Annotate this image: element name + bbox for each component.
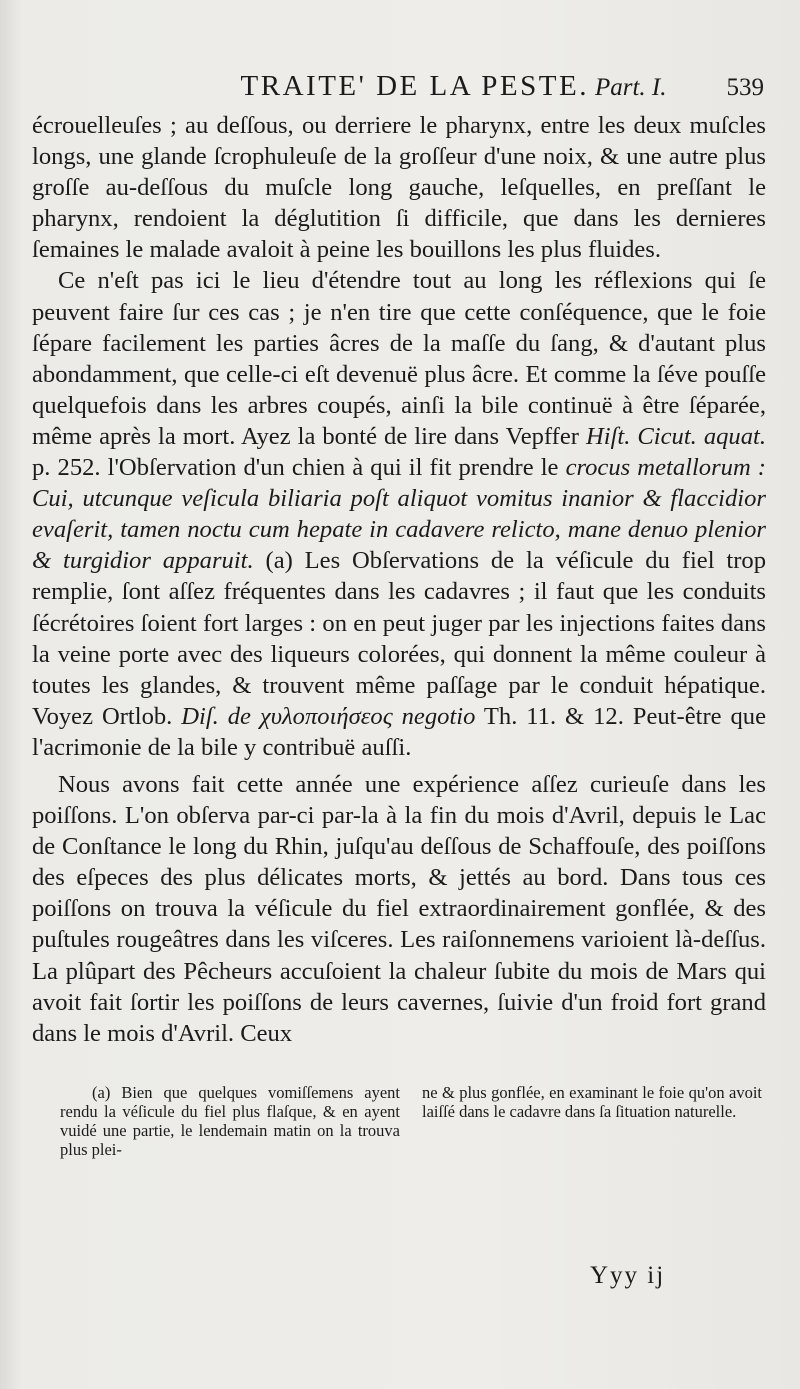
page-number: 539 <box>726 74 764 101</box>
paragraph <box>32 265 766 763</box>
main-text <box>32 110 766 1049</box>
text-run: (a) Les Obſervations de la véſicule du fiel trop remplie, ſont aſſez fréquentes dans les cadavres ; il faut que les conduits ſécrétoires ſoient fort larges : on en peut juger par les injections faites dans la veine porte avec des liqueurs colorées, qui donnent la même couleur à toutes les glandes, & trouvent même paſſage par le conduit hépatique. Voyez Ortlob. <box>32 547 766 730</box>
footnote-column-right: ne & plus gonflée, en examinant le foie qu'on avoit laiſſé dans le cadavre dans ſa ſituation naturelle. <box>422 1082 762 1121</box>
italic-text: Hiſt. Cicut. aquat. <box>585 422 767 450</box>
paragraph <box>32 110 766 265</box>
text-run: Th. 11. & 12. Peut-être que l'acrimonie de la bile y contribuë auſſi. <box>32 702 766 761</box>
text-run: écrouelleuſes ; au deſſous, ou derriere le pharynx, entre les deux muſcles longs, une glande ſcrophuleuſe de la groſſeur d'une noix, & une autre plus groſſe au-deſſous du muſcle long gauche, leſquelles, en preſſant le pharynx, rendoient la déglutition ſi difficile, que dans les dernieres ſemaines le malade avaloit à peine les bouillons les plus fluides. <box>32 112 766 264</box>
running-head <box>32 70 764 110</box>
signature-mark: Yyy ij <box>590 1262 666 1289</box>
text-run: Nous avons fait cette année une expérience aſſez curieuſe dans les poiſſons. L'on obſerva par-ci par-la à la fin du mois d'Avril, depuis le Lac de Conſtance le long du Rhin, juſqu'au deſſous de Schaffouſe, des poiſſons des eſpeces des plus délicates morts, & jettés au bord. Dans tous ces poiſſons on trouva la véſicule du fiel extraordinairement gonflée, & des puſtules rougeâtres dans les viſceres. Les raiſonnemens varioient là-deſſus. La plûpart des Pêcheurs accuſoient la chaleur ſubite du mois de Mars qui avoit fait ſortir les poiſſons de leurs cavernes, ſuivie d'un froid fort grand dans le mois d'Avril. Ceux <box>32 770 766 1047</box>
text-run: Ce n'eſt pas ici le lieu d'étendre tout au long les réflexions qui ſe peuvent faire ſur ces cas ; je n'en tire que cette conſéquence, que le foie ſépare facilement les parties âcres de la maſſe du ſang, & d'autant plus abondamment, que celle-ci eſt devenuë plus âcre. Et comme la ſéve pouſſe quelquefois dans les arbres coupés, ainſi la bile continuë à être ſéparée, même après la mort. Ayez la bonté de lire dans Vepffer <box>32 267 766 450</box>
text-run: p. 252. l'Obſervation d'un chien à qui il fit prendre le <box>32 454 566 482</box>
footnote-column-left: (a) Bien que quelques vomiſſemens ayent rendu la véſicule du fiel plus flaſque, & en ayent vuidé une partie, le lendemain matin on la trouva plus plei- <box>60 1082 400 1159</box>
footnotes <box>60 1083 762 1159</box>
page-title: TRAITE' DE LA PESTE. <box>240 70 589 102</box>
part-label: Part. I. <box>594 74 667 101</box>
italic-text: crocus metallorum : Cui, utcunque veſicula biliaria poſt aliquot vomitus inanior & flaccidior evaſerit, tamen noctu cum hepate in cadavere relicto, mane denuo plenior & turgidior apparuit. <box>32 454 766 575</box>
italic-text: Diſ. de χυλοποιήσεος negotio <box>181 702 476 730</box>
paragraph <box>32 769 766 1049</box>
